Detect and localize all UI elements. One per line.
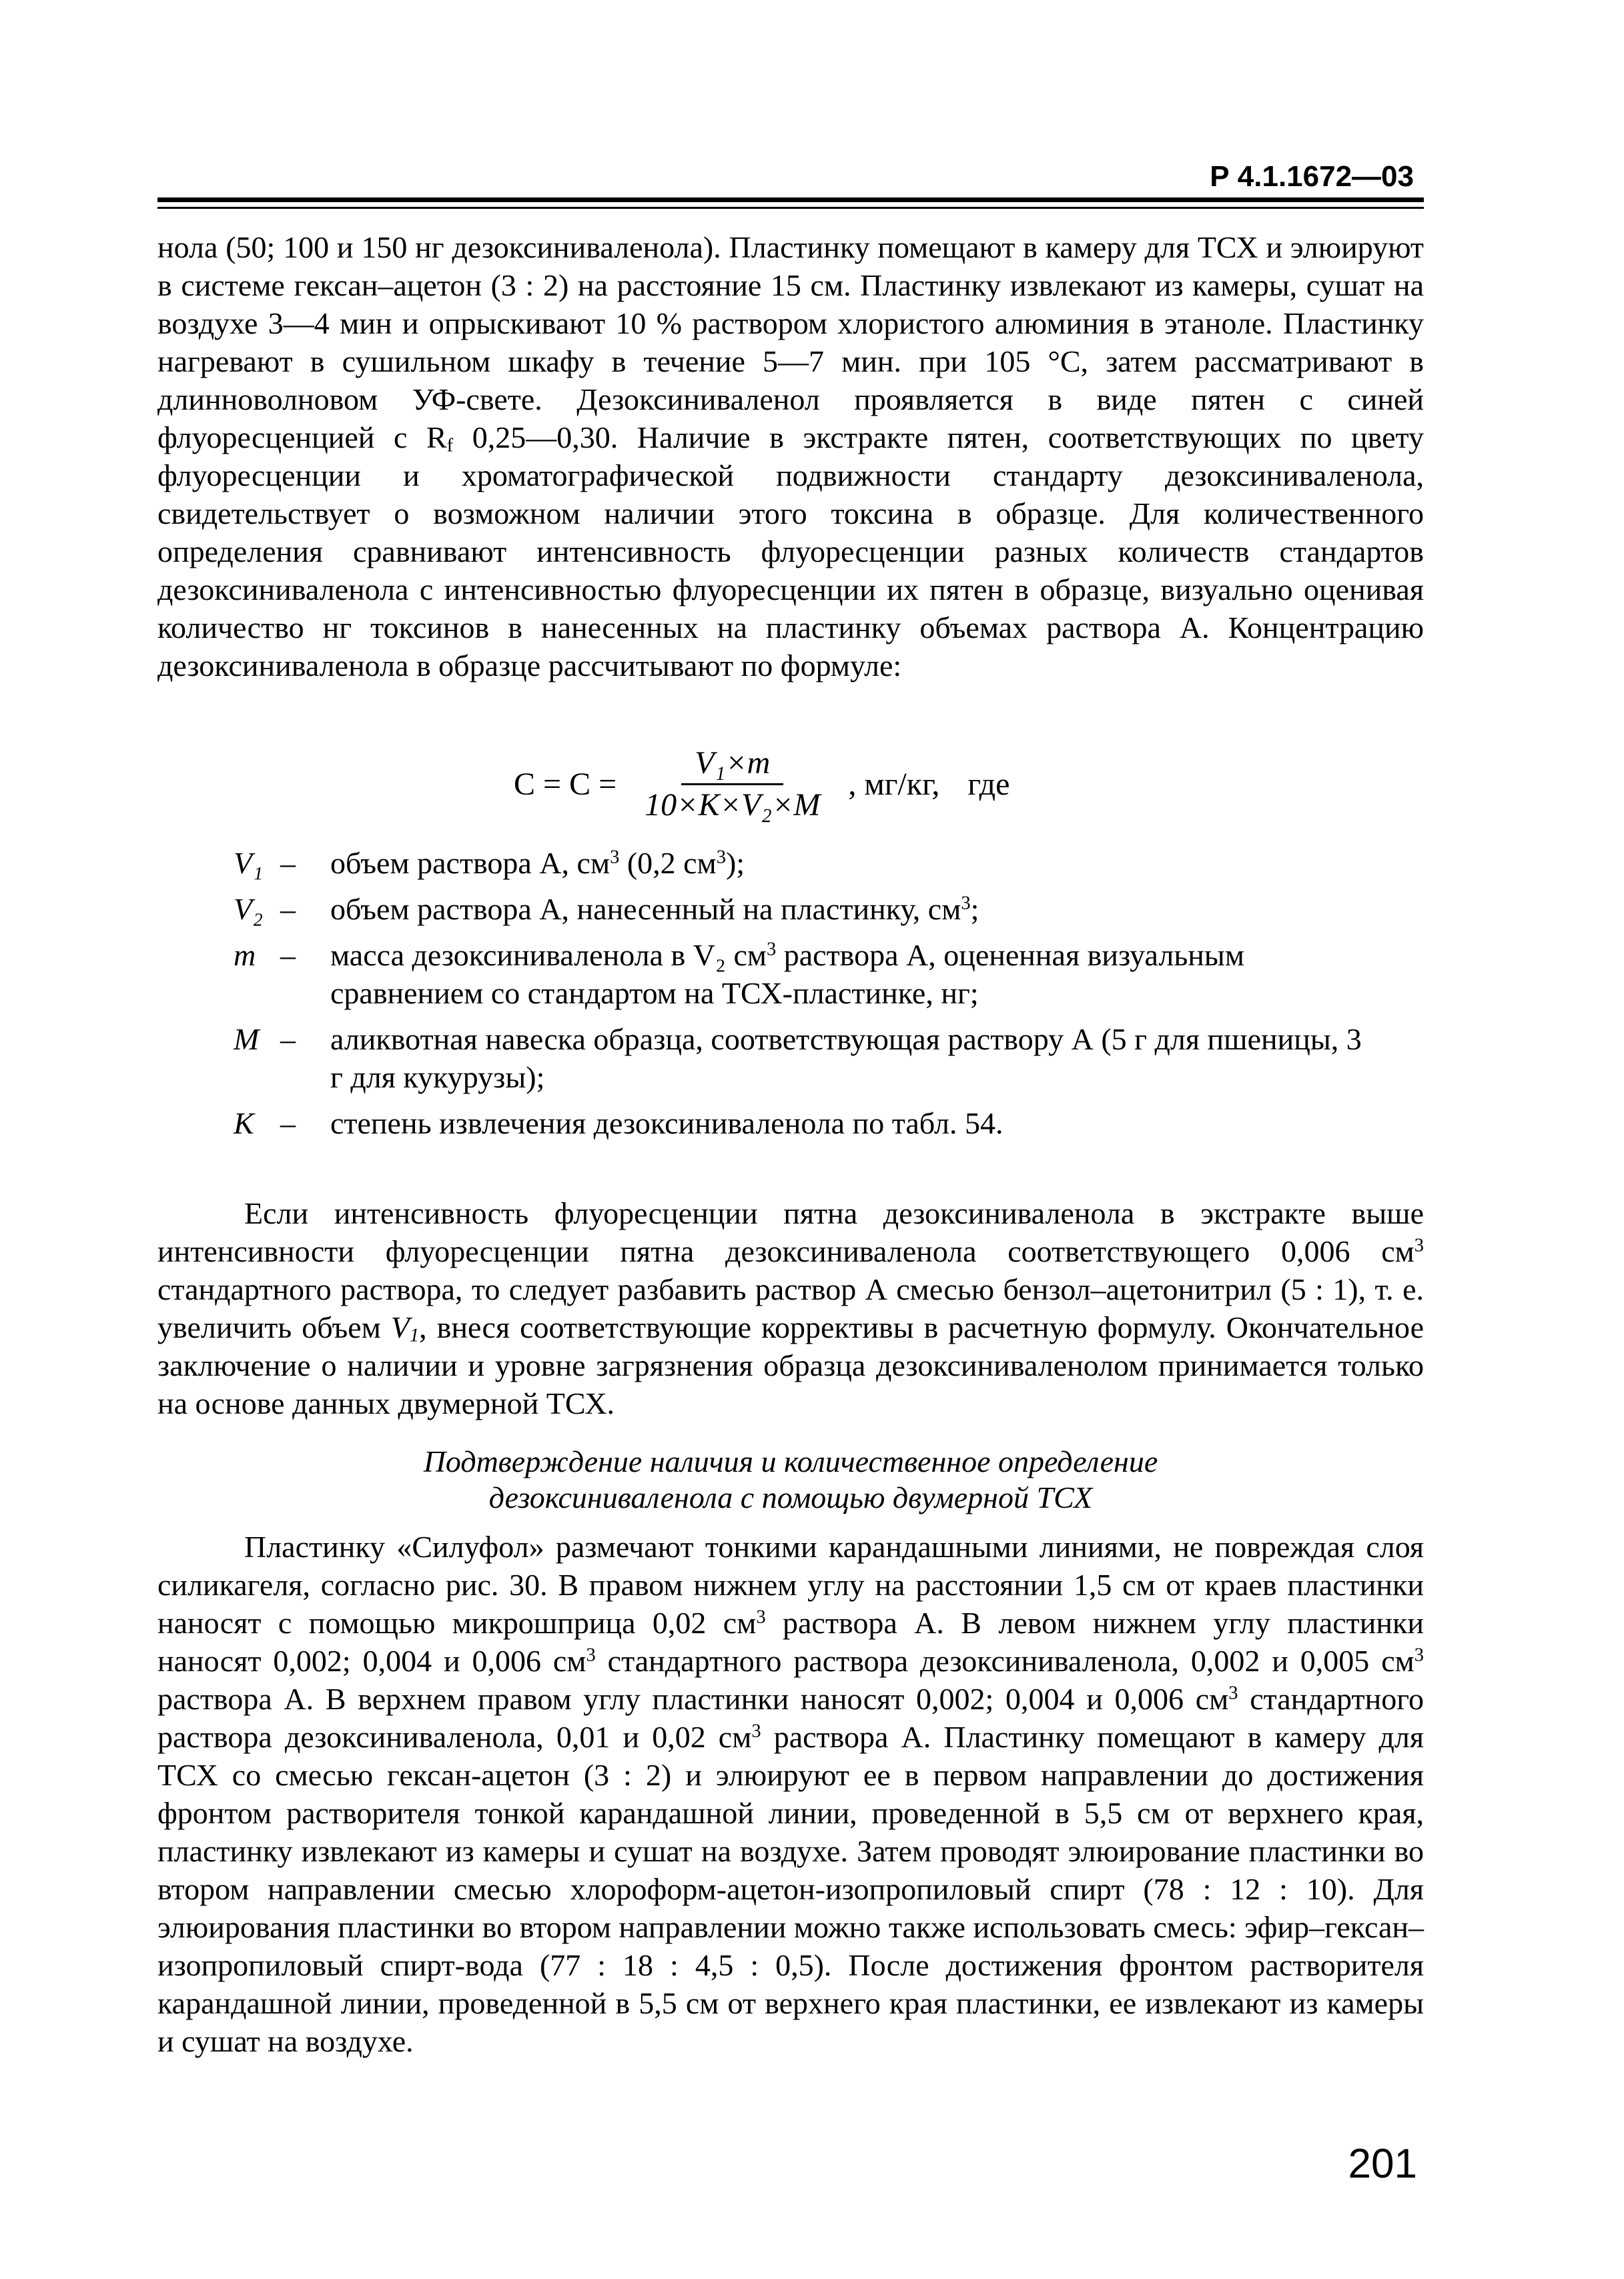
definition-dash: – bbox=[280, 1106, 296, 1140]
page-number: 201 bbox=[1348, 2141, 1417, 2187]
paragraph-1 bbox=[157, 228, 1424, 685]
concentration-formula bbox=[514, 741, 1009, 827]
definition-dash: – bbox=[280, 1022, 296, 1056]
header-rule-thin bbox=[157, 207, 1424, 209]
definition-dash: – bbox=[280, 892, 296, 926]
rf-subscript: f bbox=[446, 435, 454, 456]
definition-dash: – bbox=[280, 938, 296, 972]
definition-item bbox=[234, 844, 1368, 882]
definition-text: объем раствора А, $см^3$ (0,2 $см^3$); bbox=[330, 846, 745, 880]
paragraph-1-text: нола (50; 100 и 150 нг дезоксиниваленола). Пластинку помещают в камеру для ТСХ и элюируют в системе гексан–ацетон (3 : 2) на расстояние 15 см. Пластинку извлекают из камеры, сушат на воздухе 3—4 мин и опрыскивают 10 % раствором хлористого алюминия в этаноле. Пластинку нагревают в сушильном шкафу в течение 5—7 мин. при 105 °С, затем рассматривают в длинноволновом УФ-свете. Дезоксиниваленол проявляется в виде пятен с синей флуоресценцией с R bbox=[157, 230, 1424, 454]
definition-item bbox=[234, 1104, 1368, 1142]
definition-item bbox=[234, 936, 1368, 1012]
paragraph-1-text-cont: 0,25—0,30. Наличие в экстракте пятен, соответствующих по цвету флуоресценции и хроматографической подвижности стандарту дезоксиниваленола, свидетельствует о возможном наличии этого токсина в образце. Для количественного определения сравнивают интенсивность флуоресценции разных количеств стандартов дезоксиниваленола с интенсивностью флуоресценции их пятен в образце, визуально оценивая количество нг токсинов в нанесенных на пластинку объемах раствора А. Концентрацию дезоксиниваленола в образце рассчитывают по формуле: bbox=[157, 420, 1425, 682]
definitions-list bbox=[234, 844, 1368, 1150]
paragraph-2: Если интенсивность флуоресценции пятна дезоксиниваленола в экстракте выше интенсивности флуоресценции пятна дезоксиниваленола соответствующего 0,006 $см^3$ стандартного раствора, то следует разбавить раствор А смесью бензол–ацетонитрил (5 : 1), т. е. увеличить объем $V_1$, внеся соответствующие коррективы в расчетную формулу. Окончательное заключение о наличии и уровне загрязнения образца дезоксиниваленолом принимается только на основе данных двумерной ТСХ. bbox=[157, 1196, 1424, 1420]
formula-lhs: С = C = bbox=[514, 766, 617, 802]
definition-symbol: m bbox=[234, 938, 256, 972]
definition-dash: – bbox=[280, 846, 296, 880]
definition-item bbox=[234, 1020, 1368, 1096]
document-code: Р 4.1.1672—03 bbox=[1210, 160, 1414, 193]
section-heading bbox=[157, 1444, 1424, 1516]
definition-text: аликвотная навеска образца, соответствующая раствору А (5 г для пшеницы, 3 г для кукурузы); bbox=[330, 1022, 1362, 1094]
definition-item bbox=[234, 890, 1368, 928]
formula-fraction bbox=[631, 746, 833, 823]
paragraph-3: Пластинку «Силуфол» размечают тонкими карандашными линиями, не повреждая слоя силикагеля, согласно рис. 30. В правом нижнем углу на расстоянии 1,5 см от краев пластинки наносят с помощью микрошприца 0,02 $см^3$ раствора А. В левом нижнем углу пластинки наносят 0,002; 0,004 и 0,006 $см^3$ стандартного раствора дезоксиниваленола, 0,002 и 0,005 $см^3$ раствора А. В верхнем правом углу пластинки наносят 0,002; 0,004 и 0,006 $см^3$ стандартного раствора дезоксиниваленола, 0,01 и 0,02 $см^3$ раствора А. Пластинку помещают в камеру для ТСХ со смесью гексан-ацетон (3 : 2) и элюируют ее в первом направлении до достижения фронтом растворителя тонкой карандашной линии, проведенной в 5,5 см от верхнего края, пластинку извлекают из камеры и сушат на воздухе. Затем проводят элюирование пластинки во втором направлении смесью хлороформ-ацетон-изопропиловый спирт (78 : 12 : 10). Для элюирования пластинки во втором направлении можно также использовать смесь: эфир–гексан–изопропиловый спирт-вода (77 : 18 : 4,5 : 0,5). После достижения фронтом растворителя карандашной линии, проведенной в 5,5 см от верхнего края пластинки, ее извлекают из камеры и сушат на воздухе. bbox=[157, 1530, 1424, 2058]
formula-where: где bbox=[967, 766, 1010, 802]
header-rule-thick bbox=[157, 197, 1424, 202]
definition-symbol: K bbox=[234, 1106, 254, 1140]
definition-symbol: V₁ bbox=[234, 846, 264, 880]
definition-symbol: M bbox=[234, 1022, 260, 1056]
definition-text: масса дезоксиниваленола в V₂ $см^3$ раствора А, оцененная визуальным сравнением со стандартом на ТСХ-пластинке, нг; bbox=[330, 938, 1244, 1010]
formula-denominator: 10×K×V₂×M bbox=[645, 787, 821, 823]
definition-symbol: V₂ bbox=[234, 892, 264, 926]
formula-numerator: V₁×m bbox=[681, 746, 783, 785]
formula-units: , мг/кг, bbox=[848, 766, 940, 802]
section-heading-line-1: Подтверждение наличия и количественное определение bbox=[423, 1444, 1158, 1478]
definition-text: объем раствора А, нанесенный на пластинку, $см^3$; bbox=[330, 892, 979, 926]
definition-text: степень извлечения дезоксиниваленола по табл. 54. bbox=[330, 1106, 1003, 1140]
section-heading-line-2: дезоксиниваленола с помощью двумерной ТСХ bbox=[488, 1480, 1093, 1514]
